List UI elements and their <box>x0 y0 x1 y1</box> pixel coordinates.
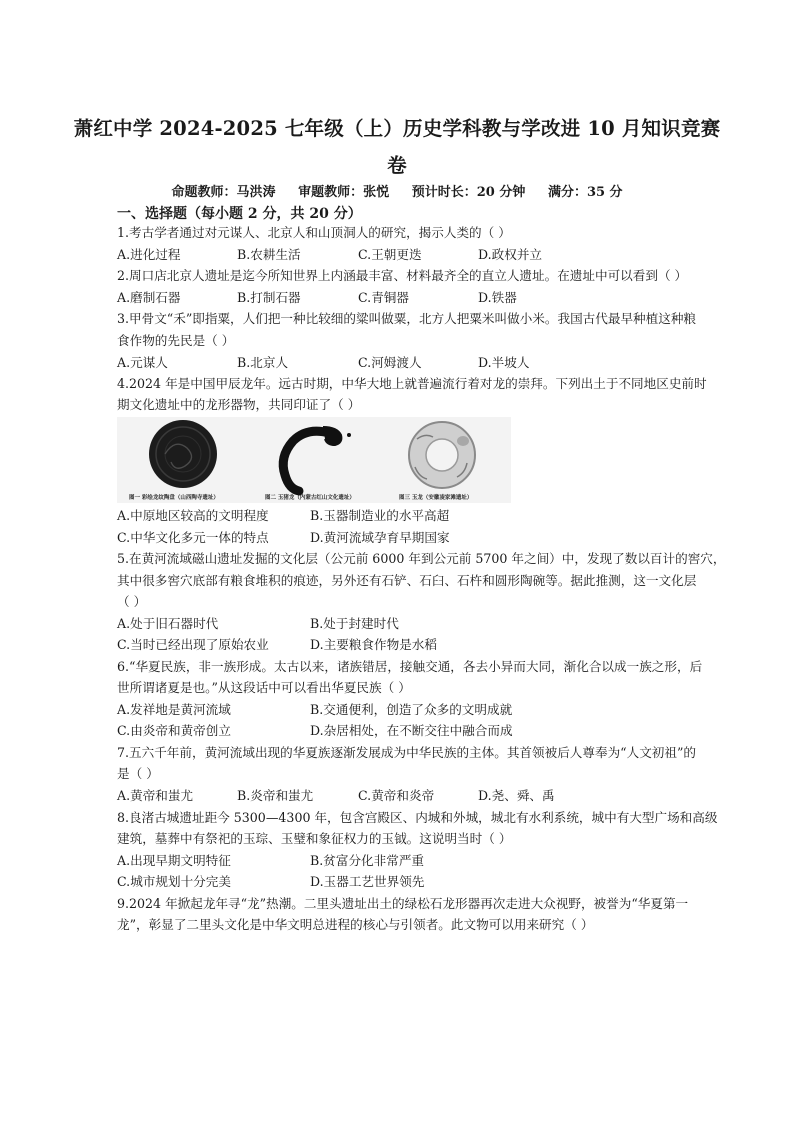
figure-caption-1: 图一 彩绘龙纹陶盘（山西陶寺遗址） <box>129 495 219 501</box>
q8-option-b[interactable]: B.贫富分化非常严重 <box>310 853 425 868</box>
q5-option-b[interactable]: B.处于封建时代 <box>310 616 399 631</box>
q2-option-c[interactable]: C.青铜器 <box>358 290 409 305</box>
question-6-text-line1: 6.“华夏民族，非一族形成。太古以来，诸族错居，接触交通，各去小异而大同，渐化合以成一族之形，后 <box>117 659 703 674</box>
question-8-text-line2: 建筑，墓葬中有祭祀的玉琮、玉璧和象征权力的玉钺。这说明当时（ ） <box>117 831 512 846</box>
q5-option-a[interactable]: A.处于旧石器时代 <box>117 616 219 631</box>
exam-title-line1: 萧红中学 2024-2025 七年级（上）历史学科教与学改进 10 月知识竞赛 <box>73 117 721 140</box>
dragon-artifacts-figure <box>117 417 511 503</box>
question-5-text-line1: 5.在黄河流域磁山遗址发掘的文化层（公元前 6000 年到公元前 5700 年之间）中，发现了数以百计的窖穴， <box>117 551 726 566</box>
dragon-artifacts-image <box>117 417 511 503</box>
q2-option-d[interactable]: D.铁器 <box>478 290 517 305</box>
q2-option-b[interactable]: B.打制石器 <box>237 290 301 305</box>
q3-option-b[interactable]: B.北京人 <box>237 355 289 370</box>
q1-option-c[interactable]: C.王朝更迭 <box>358 247 422 262</box>
question-4-text-line1: 4.2024 年是中国甲辰龙年。远古时期，中华大地上就普遍流行着对龙的崇拜。下列出土于不同地区史前时 <box>117 376 707 391</box>
q1-option-a[interactable]: A.进化过程 <box>117 247 181 262</box>
q4-option-d[interactable]: D.黄河流域孕育早期国家 <box>310 530 450 545</box>
question-7-text-line2: 是（ ） <box>117 766 159 781</box>
q7-option-d[interactable]: D.尧、舜、禹 <box>478 788 555 803</box>
q8-option-a[interactable]: A.出现早期文明特征 <box>117 853 231 868</box>
q4-option-b[interactable]: B.玉器制造业的水平高超 <box>310 508 450 523</box>
question-3-text-line1: 3.甲骨文“禾”即指粟，人们把一种比较细的粱叫做粟，北方人把粟米叫做小米。我国古代最早种植这种粮 <box>117 311 697 326</box>
q6-option-a[interactable]: A.发祥地是黄河流域 <box>117 702 231 717</box>
q3-option-c[interactable]: C.河姆渡人 <box>358 355 422 370</box>
q6-option-c[interactable]: C.由炎帝和黄帝创立 <box>117 723 231 738</box>
q8-option-d[interactable]: D.玉器工艺世界领先 <box>310 874 425 889</box>
q1-option-d[interactable]: D.政权并立 <box>478 247 543 262</box>
q4-option-c[interactable]: C.中华文化多元一体的特点 <box>117 530 269 545</box>
q8-option-c[interactable]: C.城市规划十分完美 <box>117 874 231 889</box>
q7-option-b[interactable]: B.炎帝和蚩尤 <box>237 788 314 803</box>
question-9-text-line1: 9.2024 年掀起龙年寻“龙”热潮。二里头遗址出土的绿松石龙形器再次走进大众视野，被誉为“华夏第一 <box>117 896 689 911</box>
q6-option-d[interactable]: D.杂居相处，在不断交往中融合而成 <box>310 723 513 738</box>
question-6-text-line2: 世所谓诸夏是也。”从这段话中可以看出华夏民族（ ） <box>117 680 411 695</box>
question-5-text-line3: （ ） <box>117 594 147 609</box>
question-9-text-line2: 龙”，彰显了二里头文化是中华文明总进程的核心与引领者。此文物可以用来研究（ ） <box>117 917 594 932</box>
q1-option-b[interactable]: B.农耕生活 <box>237 247 301 262</box>
question-2-text: 2.周口店北京人遗址是迄今所知世界上内涵最丰富、材料最齐全的直立人遗址。在遗址中可以看到（ ） <box>117 268 688 283</box>
question-4-text-line2: 期文化遗址中的龙形器物，共同印证了（ ） <box>117 397 361 412</box>
question-7-text-line1: 7.五六千年前，黄河流域出现的华夏族逐渐发展成为中华民族的主体。其首领被后人尊奉为“人文初祖”的 <box>117 745 697 760</box>
q6-option-b[interactable]: B.交通便利，创造了众多的文明成就 <box>310 702 513 717</box>
figure-caption-3: 图三 玉龙（安徽凌家滩遗址） <box>399 495 473 501</box>
q4-option-a[interactable]: A.中原地区较高的文明程度 <box>117 508 269 523</box>
q3-option-a[interactable]: A.元谋人 <box>117 355 168 370</box>
q7-option-c[interactable]: C.黄帝和炎帝 <box>358 788 435 803</box>
question-8-text-line1: 8.良渚古城遗址距今 5300—4300 年，包含宫殿区、内城和外城，城北有水利系统，城中有大型广场和高级 <box>117 810 718 825</box>
exam-meta: 命题教师：马洪涛 审题教师：张悦 预计时长：20 分钟 满分：35 分 <box>171 185 623 200</box>
q3-option-d[interactable]: D.半坡人 <box>478 355 530 370</box>
question-5-text-line2: 其中很多窖穴底部有粮食堆积的痕迹，另外还有石铲、石臼、石杵和圆形陶碗等。据此推测，这一文化层 <box>117 573 697 588</box>
q5-option-c[interactable]: C.当时已经出现了原始农业 <box>117 637 269 652</box>
question-1-text: 1.考古学者通过对元谋人、北京人和山顶洞人的研究，揭示人类的（ ） <box>117 225 511 240</box>
q5-option-d[interactable]: D.主要粮食作物是水稻 <box>310 637 437 652</box>
q7-option-a[interactable]: A.黄帝和蚩尤 <box>117 788 194 803</box>
question-3-text-line2: 食作物的先民是（ ） <box>117 333 235 348</box>
section-title: 一、选择题（每小题 2 分，共 20 分） <box>117 206 362 222</box>
figure-caption-2: 图二 玉猪龙（内蒙古红山文化遗址） <box>265 495 355 501</box>
exam-title-line2: 卷 <box>387 154 407 177</box>
q2-option-a[interactable]: A.磨制石器 <box>117 290 181 305</box>
